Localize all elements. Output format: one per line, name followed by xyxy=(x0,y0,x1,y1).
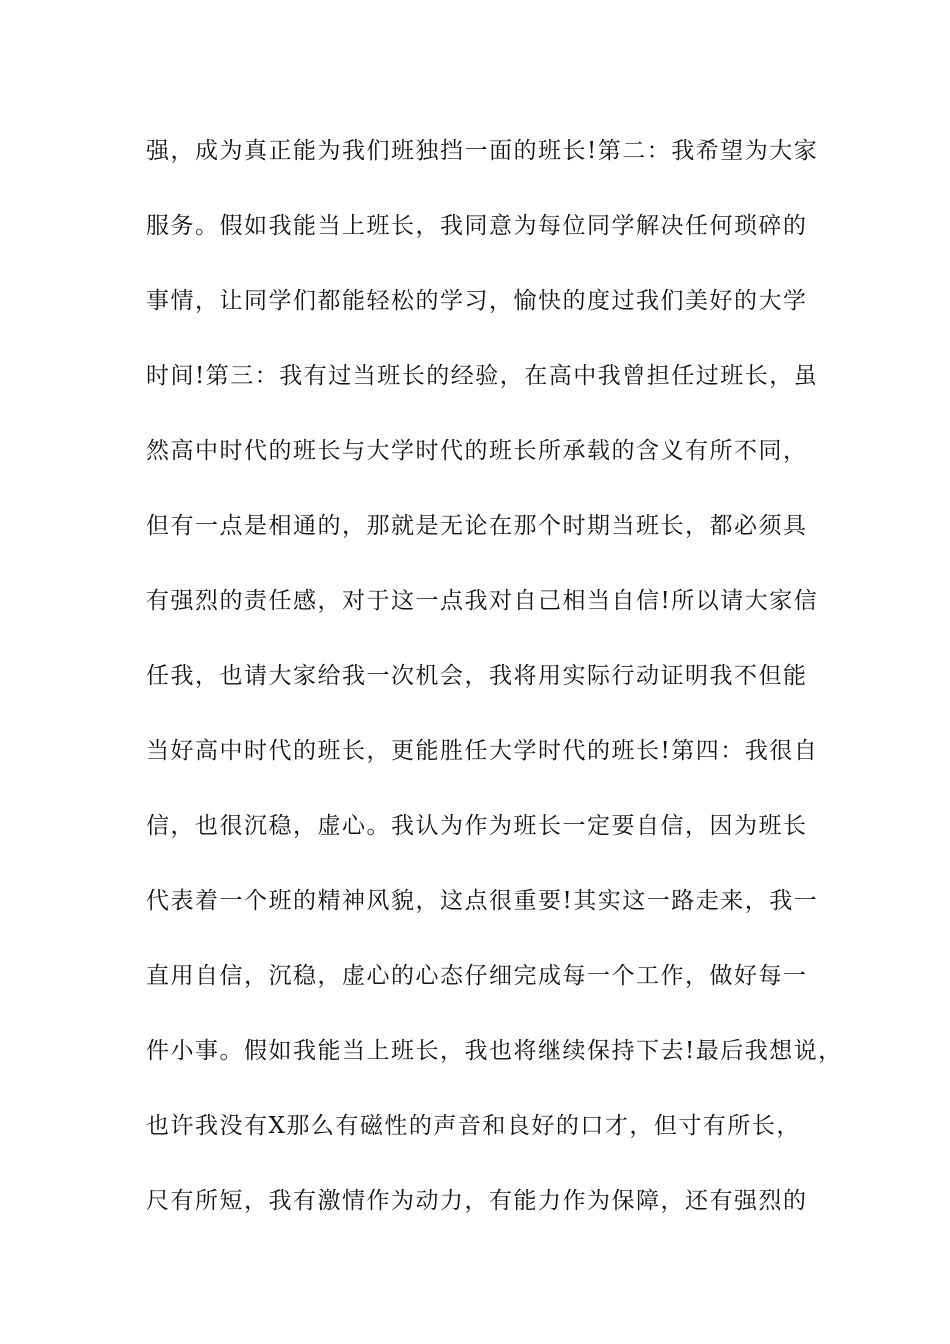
text-line: 直用自信，沉稳，虚心的心态仔细完成每一个工作，做好每一 xyxy=(146,963,808,989)
text-line: 代表着一个班的精神风貌，这点很重要!其实这一路走来，我一 xyxy=(146,888,819,914)
text-line: 但有一点是相通的，那就是无论在那个时期当班长，都必须具 xyxy=(146,513,808,539)
text-line: 尺有所短，我有激情作为动力，有能力作为保障，还有强烈的 xyxy=(146,1188,808,1214)
text-line: 也许我没有X那么有磁性的声音和良好的口才，但寸有所长， xyxy=(146,1113,801,1139)
text-line: 件小事。假如我能当上班长，我也将继续保持下去!最后我想说， xyxy=(146,1038,843,1064)
text-line: 服务。假如我能当上班长，我同意为每位同学解决任何琐碎的 xyxy=(146,213,808,239)
text-line: 信，也很沉稳，虚心。我认为作为班长一定要自信，因为班长 xyxy=(146,813,808,839)
text-line: 然高中时代的班长与大学时代的班长所承载的含义有所不同， xyxy=(146,438,808,464)
text-line: 时间!第三：我有过当班长的经验，在高中我曾担任过班长，虽 xyxy=(146,363,819,389)
text-line: 当好高中时代的班长，更能胜任大学时代的班长!第四：我很自 xyxy=(146,738,819,764)
text-line: 有强烈的责任感，对于这一点我对自己相当自信!所以请大家信 xyxy=(146,588,819,614)
text-line: 强，成为真正能为我们班独挡一面的班长!第二：我希望为大家 xyxy=(146,138,819,164)
text-line: 任我，也请大家给我一次机会，我将用实际行动证明我不但能 xyxy=(146,663,808,689)
text-line: 事情，让同学们都能轻松的学习，愉快的度过我们美好的大学 xyxy=(146,288,808,314)
body-text xyxy=(146,131,843,1256)
